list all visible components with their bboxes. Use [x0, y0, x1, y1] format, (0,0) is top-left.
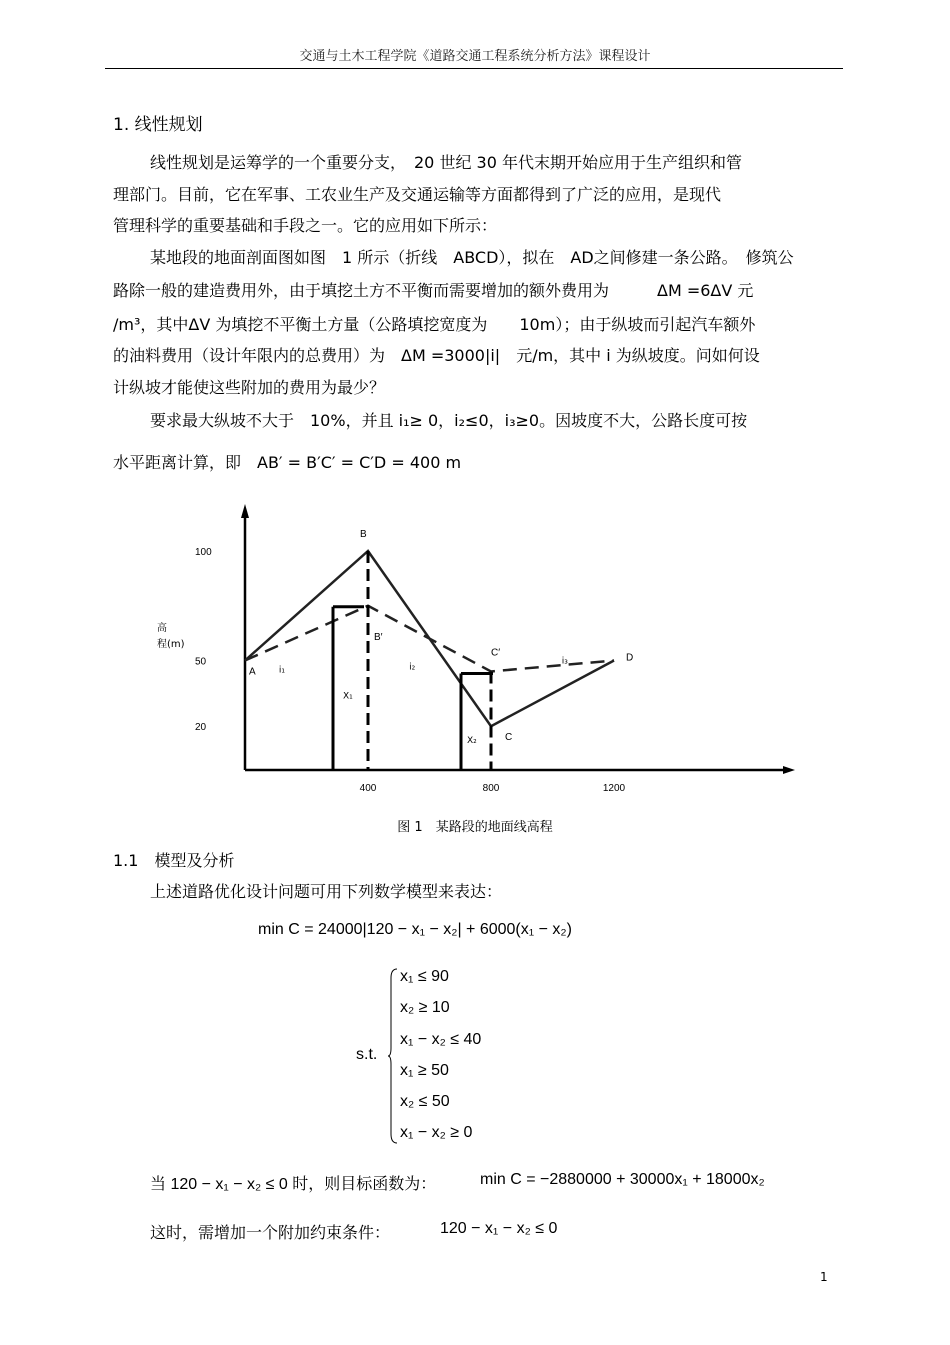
slope-label: i₃	[561, 656, 568, 667]
point-label-B′: B′	[374, 631, 383, 643]
constraint-item: x₂ ≥ 10	[400, 999, 450, 1016]
constraint-item: x₁ − x₂ ≤ 40	[400, 1031, 482, 1048]
paragraph-line: 的油料费用（设计年限内的总费用）为 ΔM =3000|i| 元/m，其中 i 为纵坡度。问如何设	[113, 346, 760, 365]
case-line-text: 当 120 − x₁ − x₂ ≤ 0 时，则目标函数为：	[150, 1176, 437, 1193]
constraint-item: x₂ ≤ 50	[400, 1093, 450, 1110]
paragraph-line: 理部门。目前，它在军事、工农业生产及交通运输等方面都得到了广泛的应用，是现代	[113, 185, 722, 204]
y-axis-arrow	[241, 504, 249, 518]
header-rule	[105, 68, 843, 69]
st-label: s.t.	[356, 1046, 378, 1063]
extra-constraint: 120 − x₁ − x₂ ≤ 0	[440, 1220, 558, 1237]
x-tick-label: 1200	[602, 783, 626, 794]
paragraph-line: 某地段的地面剖面图如图 1 所示（折线 ABCD），拟在 AD之间修建一条公路。 修筑公	[150, 248, 794, 267]
x-tick-label: 800	[482, 783, 500, 794]
objective-function: min C = 24000|120 − x₁ − x₂| + 6000(x₁ − x₂)	[258, 921, 572, 938]
point-label-C: C	[505, 732, 513, 744]
slope-label: i₂	[409, 662, 416, 673]
point-label-C′: C′	[491, 647, 501, 659]
constraint-item: x₁ ≥ 50	[400, 1062, 449, 1079]
extra-constraint-text: 这时，需增加一个附加约束条件：	[150, 1225, 391, 1242]
y-axis-label: 高	[157, 623, 167, 634]
figure-caption: 图 1 某路段的地面线高程	[397, 820, 553, 835]
paragraph-line: 管理科学的重要基础和手段之一。它的应用如下所示：	[113, 216, 498, 235]
constraint-item: x₁ ≤ 90	[400, 968, 449, 985]
paragraph-line: /m³，其中ΔV 为填挖不平衡土方量（公路填挖宽度为 10m）；由于纵坡而引起汽车额外	[113, 315, 756, 334]
y-tick-label: 100	[195, 547, 212, 558]
y-axis-label: 程(m)	[157, 639, 185, 650]
y-tick-label: 20	[195, 722, 207, 734]
page-number: 1	[820, 1270, 828, 1284]
point-label-B: B	[360, 529, 367, 540]
paragraph-line: 计纵坡才能使这些附加的费用为最少？	[113, 378, 386, 397]
x-tick-label: 400	[359, 783, 377, 794]
point-label-A: A	[249, 666, 256, 678]
series-line-road	[245, 606, 614, 672]
constraint-item: x₁ − x₂ ≥ 0	[400, 1124, 473, 1141]
point-label-D: D	[626, 652, 634, 664]
elevation-chart	[0, 490, 950, 810]
case-objective: min C = −2880000 + 30000x₁ + 18000x₂	[480, 1171, 765, 1188]
paragraph-line: 要求最大纵坡不大于 10%，并且 i₁≥ 0，i₂≤0，i₃≥0。因坡度不大，公路长度可按	[150, 411, 748, 430]
x-axis-arrow	[783, 766, 795, 774]
paragraph-line: 线性规划是运筹学的一个重要分支， 20 世纪 30 年代末期开始应用于生产组织和管	[150, 153, 742, 172]
subsection-title: 1.1 模型及分析	[113, 851, 235, 870]
section-title: 1. 线性规划	[113, 115, 203, 135]
slope-label: i₁	[278, 665, 285, 676]
height-label-x2: X₂	[467, 736, 477, 747]
constraint-brace	[388, 968, 398, 1144]
model-intro: 上述道路优化设计问题可用下列数学模型来表达：	[150, 882, 503, 901]
y-tick-label: 50	[195, 656, 207, 668]
paragraph-line: 路除一般的建造费用外，由于填挖土方不平衡而需要增加的额外费用为 ΔM =6ΔV 元	[113, 281, 754, 300]
page-header: 交通与土木工程学院《道路交通工程系统分析方法》课程设计	[299, 49, 651, 64]
height-label-x1: X₁	[343, 691, 353, 702]
paragraph-line: 水平距离计算，即 AB′ = B′C′ = C′D = 400 m	[113, 453, 462, 472]
